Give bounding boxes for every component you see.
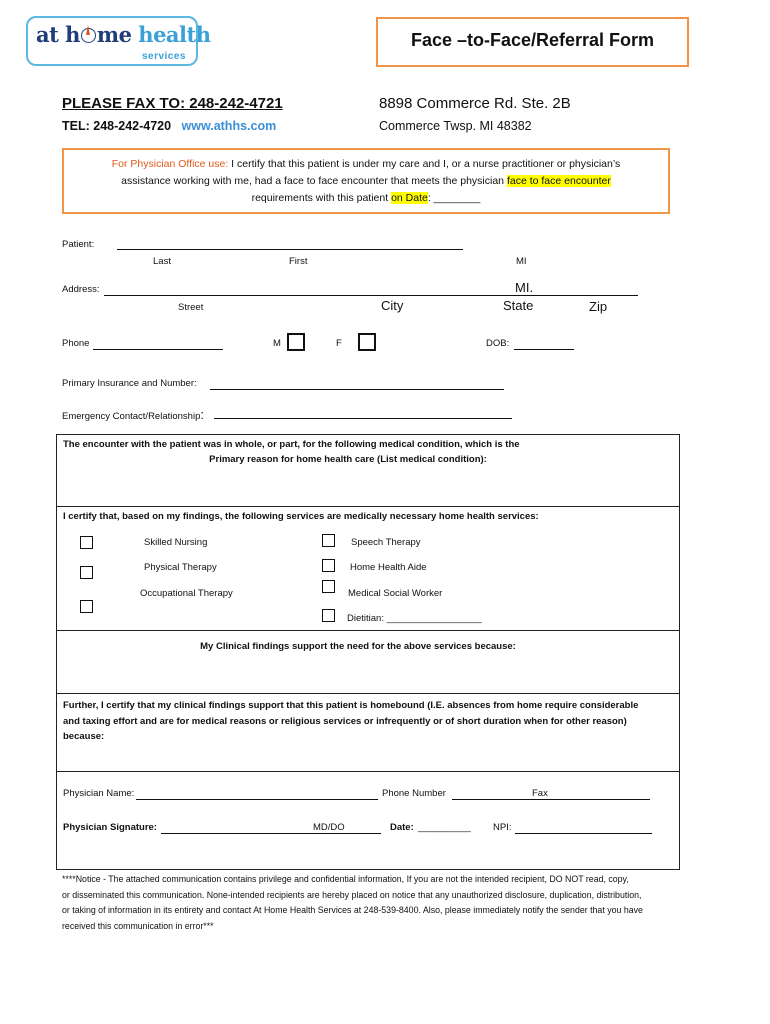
dietitian-checkbox[interactable] <box>322 609 335 622</box>
phone-line[interactable] <box>93 349 223 350</box>
city-caption: City <box>381 298 404 313</box>
skilled-nursing-checkbox[interactable] <box>80 536 93 549</box>
address-label: Address: <box>62 284 100 295</box>
cert-text-1: I certify that this patient is under my care and I, or a nurse practitioner or physician’s <box>228 158 621 170</box>
cert-text-2: assistance working with me, had a face to face encounter that meets the physician <box>121 175 507 187</box>
state-value: MI. <box>515 280 534 295</box>
physical-therapy-label: Physical Therapy <box>144 562 217 573</box>
homebound-text-2: and taxing effort and are for medical reasons or religious services or infrequently or of short duration when for other reason) <box>63 715 627 727</box>
notice-line-4: received this communication in error*** <box>62 920 214 931</box>
medical-certification-section <box>56 434 680 870</box>
npi-label: NPI: <box>493 822 512 833</box>
logo-text-at: at h <box>36 22 80 47</box>
patient-name-line[interactable] <box>117 249 463 250</box>
physical-therapy-checkbox[interactable] <box>80 566 93 579</box>
physician-signature-line[interactable] <box>161 833 381 834</box>
office-address-line2: Commerce Twsp. MI 48382 <box>379 119 532 133</box>
male-label: M <box>273 338 281 349</box>
dietitian-label[interactable]: Dietitian: __________________ <box>347 613 482 624</box>
medical-social-worker-label: Medical Social Worker <box>348 588 443 599</box>
cert-highlight-date: on Date <box>391 192 428 204</box>
mi-caption: MI <box>516 256 527 267</box>
divider <box>57 771 679 772</box>
physician-fax-label: Fax <box>532 788 548 799</box>
speech-therapy-checkbox[interactable] <box>322 534 335 547</box>
website-link[interactable]: www.athhs.com <box>181 119 277 133</box>
clinical-findings-label: My Clinical findings support the need for the above services because: <box>200 641 516 652</box>
patient-label: Patient: <box>62 239 95 250</box>
physician-name-label: Physician Name: <box>63 788 135 799</box>
phone-label: Phone <box>62 338 90 349</box>
zip-caption: Zip <box>589 299 608 314</box>
divider <box>57 630 679 631</box>
logo-text-me: me <box>96 22 132 47</box>
physician-certification-box <box>62 148 670 214</box>
emergency-contact-line[interactable] <box>214 418 512 419</box>
office-address-line1: 8898 Commerce Rd. Ste. 2B <box>379 95 571 112</box>
female-label: F <box>336 338 342 349</box>
tel-number: TEL: 248-242-4720 <box>62 119 172 133</box>
last-name-caption: Last <box>153 256 171 267</box>
insurance-label: Primary Insurance and Number: <box>62 378 197 389</box>
compass-icon <box>81 28 96 43</box>
md-do-label: MD/DO <box>313 822 345 833</box>
physician-phone-line[interactable] <box>452 799 650 800</box>
form-title-box <box>376 17 689 67</box>
male-checkbox[interactable] <box>287 333 305 351</box>
dob-label: DOB: <box>486 338 510 349</box>
first-name-caption: First <box>289 256 308 267</box>
confidentiality-notice <box>62 872 682 934</box>
physician-name-line[interactable] <box>136 799 378 800</box>
logo-text-health: health <box>131 22 211 47</box>
state-caption: State <box>503 298 534 313</box>
cert-text-3: requirements with this patient <box>251 192 392 204</box>
form-title: Face –to-Face/Referral Form <box>410 30 655 50</box>
home-health-aide-label: Home Health Aide <box>350 562 427 573</box>
notice-line-1: ****Notice - The attached communication contains privilege and confidential information, If you are not the intended recipient, DO NOT read, copy, <box>62 874 629 884</box>
npi-line[interactable] <box>515 833 652 834</box>
emergency-contact-label <box>62 407 204 422</box>
occupational-therapy-label: Occupational Therapy <box>140 588 233 599</box>
female-checkbox[interactable] <box>358 333 376 351</box>
encounter-text-2: Primary reason for home health care (List medical condition): <box>209 454 487 465</box>
homebound-text <box>63 698 638 745</box>
notice-line-2: or disseminated this communication. None-intended recipients are hereby placed on notice that any unauthorized disclosure, duplication, distribution, <box>62 889 642 900</box>
speech-therapy-label: Speech Therapy <box>351 537 421 548</box>
signature-date-label: Date: <box>390 822 414 833</box>
emergency-contact-text: Emergency Contact/Relationship <box>62 411 201 422</box>
tel-line <box>62 119 276 133</box>
street-caption: Street <box>178 302 204 313</box>
homebound-text-3: because: <box>63 731 105 742</box>
divider <box>57 693 679 694</box>
address-line[interactable] <box>104 295 638 296</box>
physician-phone-label: Phone Number <box>382 788 446 799</box>
services-header: I certify that, based on my findings, the following services are medically necessary home health services: <box>63 511 539 522</box>
cert-prefix: For Physician Office use: <box>111 158 229 170</box>
logo-text-services: services <box>141 51 186 62</box>
skilled-nursing-label: Skilled Nursing <box>144 537 208 548</box>
divider <box>57 506 679 507</box>
cert-highlight-encounter: face to face encounter <box>506 175 611 187</box>
occupational-therapy-checkbox[interactable] <box>80 600 93 613</box>
encounter-text-1: The encounter with the patient was in whole, or part, for the following medical condition, which is the <box>63 439 520 450</box>
dob-line[interactable] <box>514 349 574 350</box>
home-health-aide-checkbox[interactable] <box>322 559 335 572</box>
medical-social-worker-checkbox[interactable] <box>322 580 335 593</box>
fax-number: PLEASE FAX TO: 248-242-4721 <box>62 95 283 112</box>
physician-signature-label: Physician Signature: <box>63 822 157 833</box>
homebound-text-1: Further, I certify that my clinical findings support that this patient is homebound (I.E. absences from home require considerable <box>63 700 639 711</box>
signature-date-blank[interactable]: __________ <box>418 822 471 833</box>
insurance-line[interactable] <box>210 389 504 390</box>
cert-date-blank[interactable]: : ________ <box>427 192 481 204</box>
company-logo <box>26 16 211 66</box>
notice-line-3: or taking of information in its entirety and contact At Home Health Services at 248-539-8400. Also, please immediately notify the sender that you have <box>62 905 643 915</box>
emergency-contact-colon: : <box>200 407 204 422</box>
